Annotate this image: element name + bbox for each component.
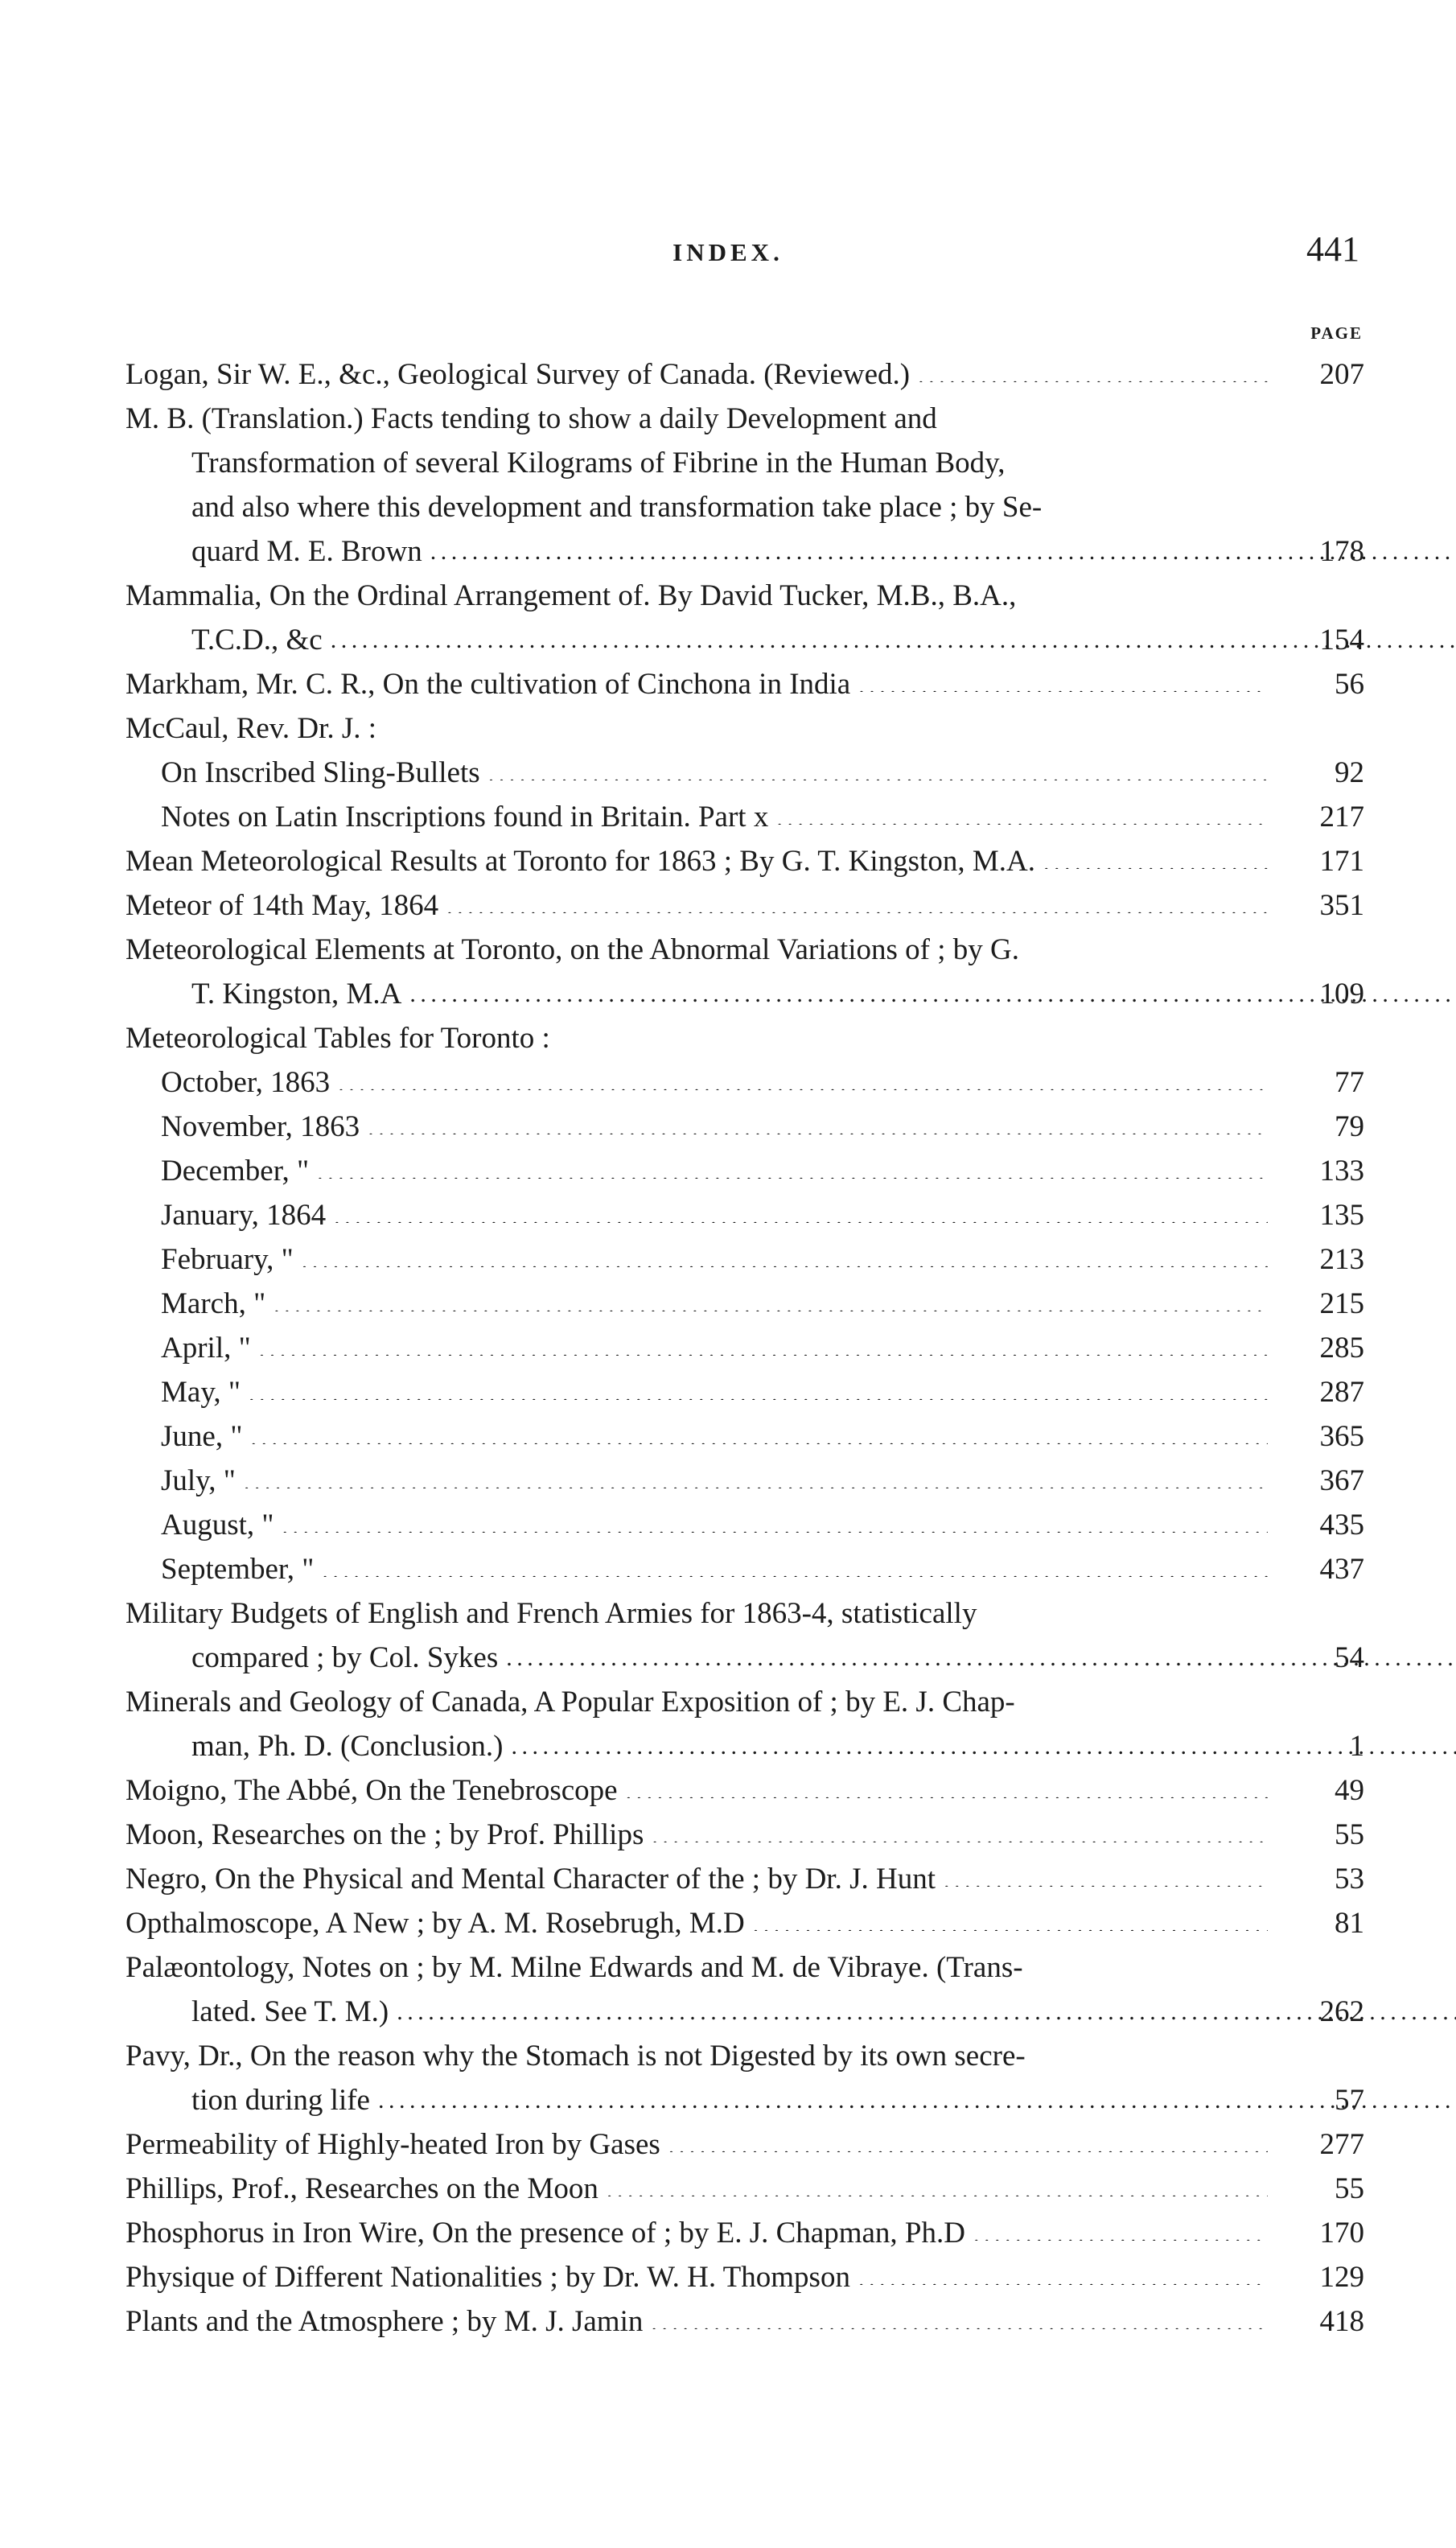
index-entry-text: Minerals and Geology of Canada, A Popular Exposition of ; by E. J. Chap- [125,1686,1015,1719]
index-entry [125,1857,1364,1901]
index-entry-line [125,574,1276,618]
index-entry [125,1768,1364,1813]
index-entry-page: 49 [1335,1774,1364,1807]
index-entry [125,2255,1364,2299]
dot-leader [334,1193,1268,1223]
index-entry-text: On Inscribed Sling-Bullets [161,756,480,789]
index-entry-page: 81 [1335,1907,1364,1940]
index-entry [125,1591,1364,1680]
index-entry [125,1237,1364,1282]
index-entry [125,397,1364,574]
index-entry-line [161,1149,1276,1193]
dot-leader [1043,839,1268,869]
index-entry-line [125,2078,1276,2122]
index-entry-page: 53 [1335,1863,1364,1896]
index-entry-line [161,1105,1276,1149]
index-entry-page: 262 [1319,1995,1364,2028]
index-entry-text: Notes on Latin Inscriptions found in Britain. Part x [161,801,769,834]
index-entry [125,1503,1364,1547]
index-entry-text: M. B. (Translation.) Facts tending to show a daily Development and [125,402,937,435]
index-entry-line [125,1813,1276,1857]
index-entry-text: Phillips, Prof., Researches on the Moon [125,2172,598,2205]
dot-leader [668,2122,1268,2152]
index-entry-line [125,1680,1276,1724]
index-entry-line [161,1326,1276,1370]
dot-leader [317,1149,1268,1179]
index-entry-line [125,928,1276,972]
index-entry-page: 418 [1319,2305,1364,2338]
dot-leader [626,1768,1268,1798]
index-entry [125,751,1364,795]
index-entry [125,795,1364,839]
index-entry-line [161,1060,1276,1105]
index-entry-page: 351 [1319,889,1364,922]
index-entry-line [125,2122,1276,2167]
index-entry-text: lated. See T. M.) [191,1995,389,2028]
index-entry [125,2299,1364,2344]
index-entry-page: 171 [1319,845,1364,878]
index-entry-page: 79 [1335,1110,1364,1143]
index-entry-line [161,1547,1276,1591]
index-entry-line [125,839,1276,883]
index-entry [125,1547,1364,1591]
dot-leader [368,1105,1268,1134]
dot-leader [446,883,1268,913]
index-entry [125,662,1364,706]
index-entry-page: 437 [1319,1553,1364,1586]
index-entry-page: 367 [1319,1464,1364,1497]
index-entry-line [125,1945,1276,1990]
index-entry [125,1193,1364,1237]
index-entry-page: 435 [1319,1509,1364,1542]
index-entry-line [125,352,1276,397]
index-entry-page: 109 [1319,978,1364,1011]
index-entry-page: 178 [1319,535,1364,568]
index-entry-page: 285 [1319,1332,1364,1365]
index-entry-text: August, " [161,1509,274,1542]
index-entry [125,839,1364,883]
index-entry-page: 215 [1319,1287,1364,1320]
index-entry-line [125,618,1276,662]
index-entry-line [125,2034,1276,2078]
dot-leader [918,352,1268,382]
index-entry [125,1060,1364,1105]
index-entry-page: 92 [1335,756,1364,789]
index-entry-text: February, " [161,1243,294,1276]
index-entry-text: Markham, Mr. C. R., On the cultivation of Cinchona in India [125,668,851,701]
dot-leader [973,2211,1268,2241]
index-entry-text: Moon, Researches on the ; by Prof. Phillips [125,1818,644,1851]
index-entry-text: Meteor of 14th May, 1864 [125,889,439,922]
index-entry-page: 1 [1349,1730,1364,1763]
index-entry [125,1901,1364,1945]
index-entry-line [125,883,1276,928]
index-entry-text: Pavy, Dr., On the reason why the Stomach is not Digested by its own secre- [125,2040,1026,2073]
index-entry-text: November, 1863 [161,1110,360,1143]
dot-leader [282,1503,1268,1533]
index-entry-line [161,1237,1276,1282]
index-entry-line [125,1724,1276,1768]
dot-leader [488,751,1268,780]
page-number: 441 [1306,229,1359,269]
index-entry-list [125,352,1364,2344]
index-entry-page: 54 [1335,1641,1364,1674]
index-entry-text: January, 1864 [161,1199,327,1232]
index-entry-page: 213 [1319,1243,1364,1276]
index-entry-line [161,751,1276,795]
dot-leader [249,1370,1268,1400]
index-entry [125,706,1364,751]
index-entry [125,1813,1364,1857]
index-entry-text: September, " [161,1553,315,1586]
index-entry-page: 55 [1335,1818,1364,1851]
index-entry-line [161,1193,1276,1237]
index-entry [125,1945,1364,2034]
index-entry-line [161,1503,1276,1547]
dot-leader [652,1813,1268,1842]
index-entry [125,2034,1364,2122]
index-entry [125,1680,1364,1768]
index-entry-text: Meteorological Elements at Toronto, on the Abnormal Variations of ; by G. [125,933,1019,966]
dot-leader [244,1459,1268,1488]
index-entry [125,1016,1364,1060]
index-entry-line [125,2255,1276,2299]
index-entry-line [125,485,1276,529]
index-entry-line [125,1990,1276,2034]
index-entry-text: T.C.D., &c [191,624,323,657]
index-entry-text: March, " [161,1287,266,1320]
index-entry-line [161,1370,1276,1414]
index-entry-text: T. Kingston, M.A [191,978,402,1011]
page-column-label: PAGE [1310,323,1363,343]
index-entry-line [161,795,1276,839]
index-entry-text: Physique of Different Nationalities ; by Dr. W. H. Thompson [125,2261,850,2294]
dot-leader [322,1547,1268,1577]
index-entry [125,574,1364,662]
index-entry-line [125,441,1276,485]
index-entry [125,1326,1364,1370]
index-entry-page: 55 [1335,2172,1364,2205]
dot-leader [753,1901,1268,1931]
index-entry-line [125,706,1276,751]
dot-leader [651,2299,1268,2329]
index-entry-text: December, " [161,1155,310,1188]
index-entry-page: 135 [1319,1199,1364,1232]
index-entry [125,2211,1364,2255]
index-entry-text: Palæontology, Notes on ; by M. Milne Edwards and M. de Vibraye. (Trans- [125,1951,1023,1984]
index-entry-page: 170 [1319,2217,1364,2250]
index-entry-page: 217 [1319,801,1364,834]
dot-leader [259,1326,1268,1356]
index-entry-text: compared ; by Col. Sykes [191,1641,499,1674]
index-entry-page: 57 [1335,2084,1364,2117]
index-entry-text: Opthalmoscope, A New ; by A. M. Rosebrugh, M.D [125,1907,745,1940]
index-entry-text: Permeability of Highly-heated Iron by Gases [125,2128,660,2161]
index-entry-line [125,972,1276,1016]
index-entry-text: Phosphorus in Iron Wire, On the presence of ; by E. J. Chapman, Ph.D [125,2217,965,2250]
index-entry-line [125,1591,1276,1636]
index-entry [125,883,1364,928]
index-entry-text: April, " [161,1332,251,1365]
index-entry-text: Transformation of several Kilograms of Fibrine in the Human Body, [191,447,1006,480]
index-entry-line [125,1768,1276,1813]
index-entry-text: Meteorological Tables for Toronto : [125,1022,550,1055]
index-entry-line [125,1901,1276,1945]
index-entry-text: Mammalia, On the Ordinal Arrangement of. By David Tucker, M.B., B.A., [125,579,1017,612]
index-entry-line [125,2211,1276,2255]
index-entry [125,1414,1364,1459]
index-entry-page: 129 [1319,2261,1364,2294]
dot-leader [858,662,1268,692]
index-entry [125,1149,1364,1193]
dot-leader [338,1060,1268,1090]
index-entry-text: McCaul, Rev. Dr. J. : [125,712,377,745]
index-entry [125,352,1364,397]
index-entry [125,1282,1364,1326]
index-entry-line [125,397,1276,441]
dot-leader [858,2255,1268,2285]
index-entry-line [125,529,1276,574]
index-entry-page: 77 [1335,1066,1364,1099]
index-entry-page: 56 [1335,668,1364,701]
index-entry [125,928,1364,1016]
index-entry-page: 154 [1319,624,1364,657]
index-entry-line [125,1857,1276,1901]
index-entry-text: Logan, Sir W. E., &c., Geological Survey of Canada. (Reviewed.) [125,358,911,391]
dot-leader [776,795,1268,825]
index-entry [125,1370,1364,1414]
index-entry-text: and also where this development and transformation take place ; by Se- [191,491,1043,524]
dot-leader [274,1282,1268,1311]
index-entry [125,2167,1364,2211]
index-entry-text: Negro, On the Physical and Mental Character of the ; by Dr. J. Hunt [125,1863,936,1896]
index-entry-text: June, " [161,1420,243,1453]
index-entry-text: quard M. E. Brown [191,535,422,568]
dot-leader [944,1857,1268,1887]
index-entry-line [161,1282,1276,1326]
index-entry-text: tion during life [191,2084,370,2117]
index-entry-line [125,1636,1276,1680]
index-entry-text: Plants and the Atmosphere ; by M. J. Jamin [125,2305,644,2338]
index-entry-line [125,2167,1276,2211]
index-entry [125,1459,1364,1503]
index-entry-line [125,1016,1276,1060]
index-entry-page: 365 [1319,1420,1364,1453]
index-entry-page: 207 [1319,358,1364,391]
dot-leader [607,2167,1268,2196]
page-title: INDEX. [672,238,784,266]
index-entry-text: Moigno, The Abbé, On the Tenebroscope [125,1774,618,1807]
index-entry-page: 133 [1319,1155,1364,1188]
dot-leader [250,1414,1268,1444]
index-entry-line [125,662,1276,706]
index-entry-line [161,1459,1276,1503]
index-entry-text: July, " [161,1464,236,1497]
index-entry-text: man, Ph. D. (Conclusion.) [191,1730,504,1763]
index-entry-line [125,2299,1276,2344]
index-entry-text: October, 1863 [161,1066,331,1099]
index-entry-text: May, " [161,1376,241,1409]
index-entry-text: Mean Meteorological Results at Toronto for 1863 ; By G. T. Kingston, M.A. [125,845,1035,878]
index-entry-text: Military Budgets of English and French Armies for 1863-4, statistically [125,1597,977,1630]
index-entry [125,2122,1364,2167]
dot-leader [302,1237,1268,1267]
index-entry-line [161,1414,1276,1459]
index-entry-page: 287 [1319,1376,1364,1409]
index-entry-page: 277 [1319,2128,1364,2161]
index-entry [125,1105,1364,1149]
